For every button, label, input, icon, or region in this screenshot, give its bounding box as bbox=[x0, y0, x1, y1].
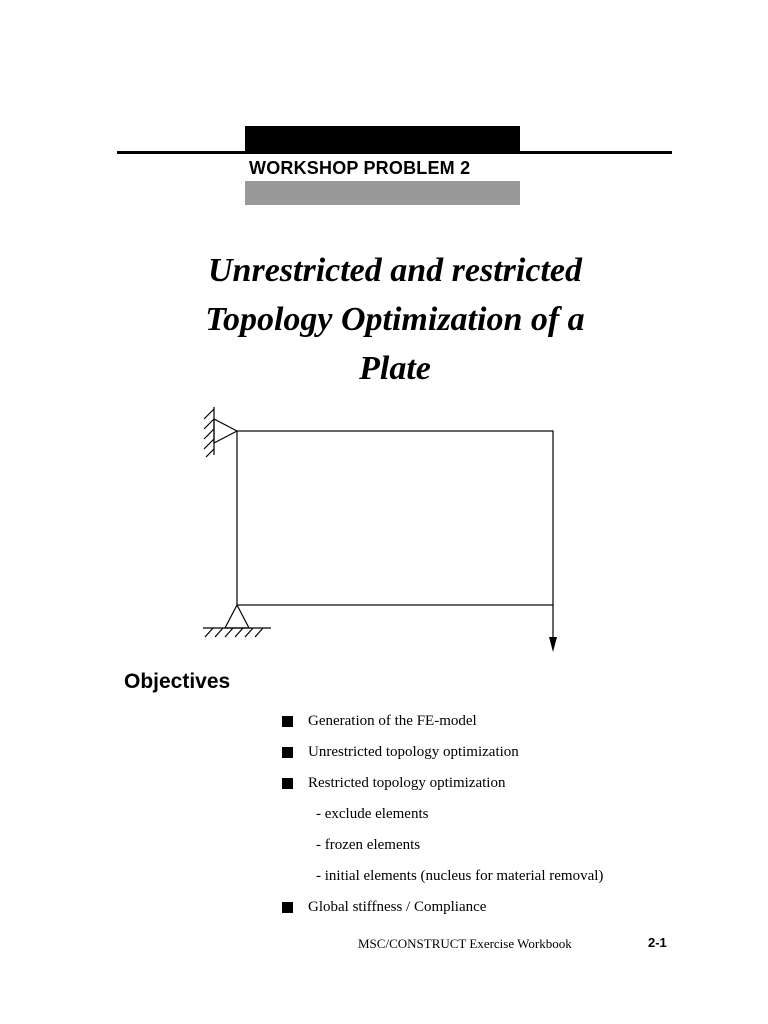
workshop-label: WORKSHOP PROBLEM 2 bbox=[249, 158, 471, 178]
plate-rectangle bbox=[237, 431, 553, 605]
square-bullet-icon bbox=[282, 902, 293, 913]
page-number: 2-1 bbox=[648, 935, 667, 950]
title-line-2: Topology Optimization of a bbox=[205, 301, 585, 338]
plate-diagram bbox=[195, 400, 565, 660]
square-bullet-icon bbox=[282, 778, 293, 789]
bottom-left-support bbox=[203, 605, 271, 637]
footer-workbook-title: MSC/CONSTRUCT Exercise Workbook bbox=[358, 936, 572, 951]
square-bullet-icon bbox=[282, 716, 293, 727]
load-arrow-head bbox=[549, 637, 557, 652]
title-line-3: Plate bbox=[359, 350, 431, 387]
objectives-heading: Objectives bbox=[124, 670, 231, 693]
title-line-1: Unrestricted and restricted bbox=[208, 252, 582, 289]
list-item-text: Generation of the FE-model bbox=[308, 713, 477, 729]
top-left-support bbox=[204, 407, 237, 457]
document-title bbox=[130, 246, 660, 393]
list-item-text: Unrestricted topology optimization bbox=[308, 744, 519, 760]
square-bullet-icon bbox=[282, 747, 293, 758]
list-item-text: Global stiffness / Compliance bbox=[308, 899, 487, 915]
list-item-text: Restricted topology optimization bbox=[308, 775, 506, 791]
header-black-bar bbox=[245, 126, 520, 151]
list-subitem-text: - exclude elements bbox=[316, 806, 429, 822]
list-subitem-text: - initial elements (nucleus for material removal) bbox=[316, 868, 604, 884]
list-subitem-text: - frozen elements bbox=[316, 837, 421, 853]
header-grey-bar bbox=[245, 181, 520, 205]
header-rule bbox=[117, 151, 672, 154]
